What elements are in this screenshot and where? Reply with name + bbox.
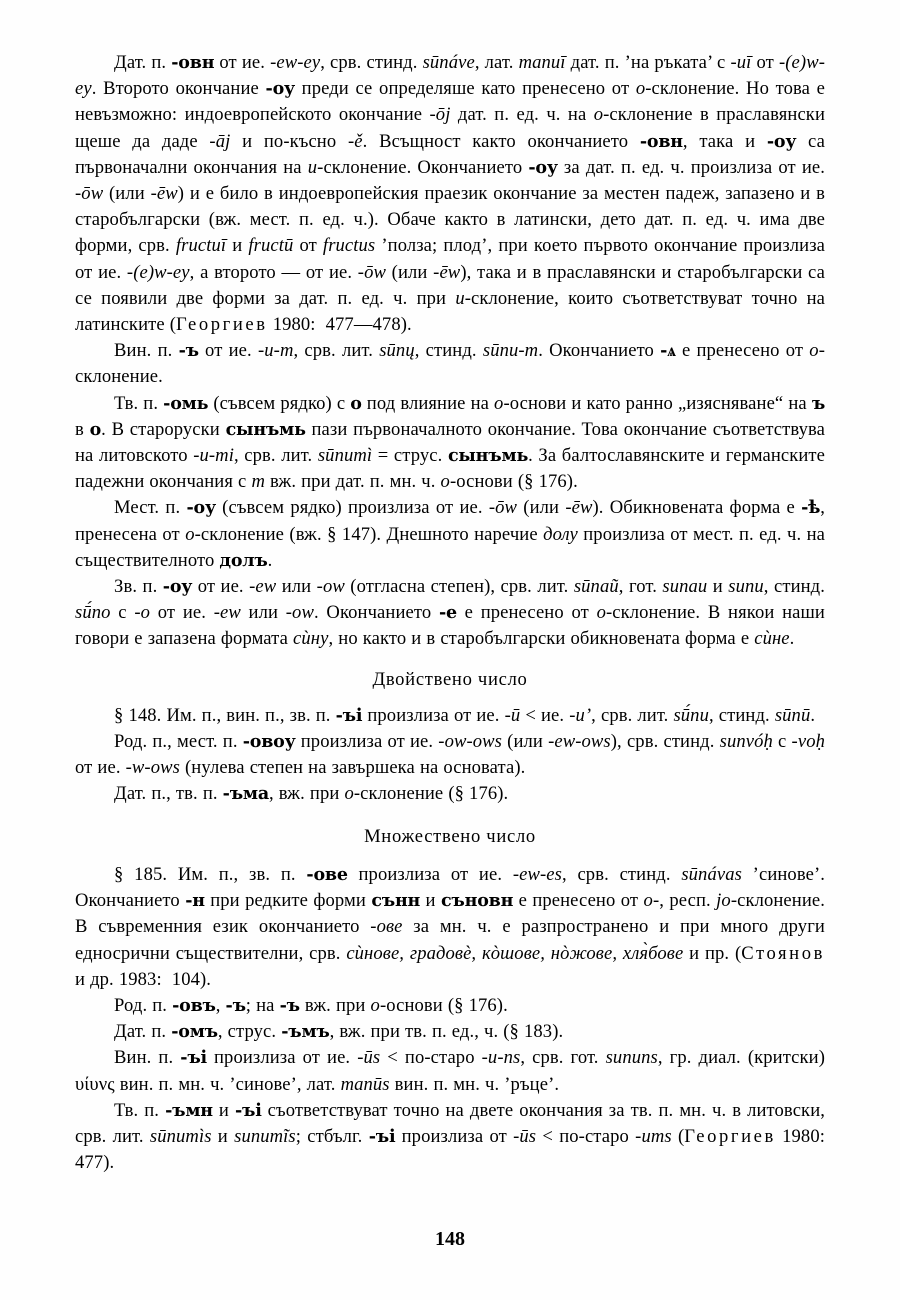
page-number: 148 <box>435 1228 465 1250</box>
ocs-form: -ѧ <box>660 341 676 362</box>
paragraph-plural-genitive: Род. п. -овъ, -ъ; на -ъ вж. при о-основи (§ 176). <box>114 994 508 1016</box>
ocs-form: -оу <box>265 79 295 100</box>
paragraph-dual-nominative: § 148. Им. п., вин. п., зв. п. -ъі произлиза от ие. -ū < ие. -u’, срв. лит. sū́nu, стинд. sūnū. <box>114 704 816 726</box>
ocs-form: -омь <box>163 393 209 414</box>
ocs-form: -ъмн <box>165 1100 213 1121</box>
paragraph-accusative-singular: Вин. п. -ъ от ие. -u-m, срв. лит. sūnų, стинд. sūnu-m. Окончанието -ѧ е пренесено от о-склонение. <box>75 340 825 388</box>
ocs-form: -ъ <box>225 995 246 1016</box>
ocs-form: съновн <box>440 891 514 912</box>
ocs-form: -е <box>438 603 457 624</box>
text-column <box>75 50 825 1176</box>
ocs-form: -овн <box>639 131 683 152</box>
ocs-form: -ъмъ <box>281 1022 330 1043</box>
ocs-form: о <box>350 393 362 414</box>
ocs-form: -омъ <box>171 1022 218 1043</box>
paragraph-dative-singular: Дат. п. -овн от ие. -ew-ey, срв. стинд. sūnáve, лат. manuī дат. п. ’на ръката’ с -uī от -(e)w-ey. Второто окончание -оу преди се определяше като пренесено от о-склонение. Но това е невъзможно: индоевропейското окончание -ōj дат. п. ед. ч. на о-склонение в праславянски щеше да даде -āj и по-късно -ě. Всъщност както окончанието -овн, така и -оу са първоначални окончания на и-склонение. Окончанието -оу за дат. п. ед. ч. произлиза от ие. -ōw (или -ēw) и е било в индоевропейския праезик окончание за местен падеж, запазено и в старобългарски (вж. мест. п. ед. ч.). Обаче както в латински, дето дат. п. ед. ч. има две форми, срв. fructuī и fructū от fructus ’полза; плод’, при което първото окончание произлиза от ие. -(e)w-ey, а второто — от ие. -ōw (или -ēw), така и в праславянски и старобългарски са се появили две форми за дат. п. ед. ч. при и-склонение, които съответствуват точно на латинските (Георгиев 1980: 477—478). <box>75 52 826 336</box>
ocs-form: о <box>89 419 102 440</box>
ocs-form: сънн <box>371 891 421 912</box>
paragraph-dual-dative-instrumental: Дат. п., тв. п. -ъма, вж. при о-склонение (§ 176). <box>114 783 509 805</box>
ocs-form: -ъі <box>234 1100 262 1121</box>
heading-plural-number: Множествено число <box>364 825 536 847</box>
ocs-form: -ъ <box>279 995 300 1016</box>
ocs-form: сынъмь <box>447 446 529 467</box>
paragraph-plural-dative: Дат. п. -омъ, струс. -ъмъ, вж. при тв. п. ед., ч. (§ 183). <box>114 1021 564 1043</box>
ocs-form: -овоу <box>242 732 296 753</box>
ocs-form: -ъі <box>335 705 363 726</box>
ocs-form: -ъ <box>178 341 199 362</box>
ocs-form: -оу <box>528 157 558 178</box>
ocs-form: -овъ <box>172 995 216 1016</box>
ocs-form: -оу <box>162 577 193 598</box>
ocs-form: -ъма <box>222 784 270 805</box>
paragraph-plural-accusative: Вин. п. -ъі произлиза от ие. -ūs < по-старо -u-ns, срв. гот. sununs, гр. диал. (критски) υίυνς вин. п. мн. ч. ’синове’, лат. manūs вин. п. мн. ч. ’ръце’. <box>75 1047 825 1095</box>
paragraph-plural-nominative: § 185. Им. п., зв. п. -ове произлиза от ие. -ew-es, срв. стинд. sūnávas ’синове’. Окончанието -н при редките форми сънн и съновн е пренесено от о-, респ. jo-склонение. В съвременния език окончанието -ове за мн. ч. е разпространено и при много други едносрични съществителни, срв. сѝнове, градовѐ, кòшове, нòжове, хля̀бове и пр. (Стоянов и др. 1983: 104). <box>75 863 825 990</box>
ocs-form: -ѣ <box>801 498 821 519</box>
ocs-form: -ове <box>306 864 348 885</box>
ocs-form: -овн <box>171 53 215 73</box>
ocs-form: сынъмь <box>225 419 306 440</box>
ocs-form: -ъі <box>180 1048 207 1069</box>
paragraph-vocative-singular: Зв. п. -оу от ие. -ew или -ow (отгласна степен), срв. лит. sūnaũ, гот. sunau и sunu, стинд. sū́no с -o от ие. -ew или -ow. Окончанието -е е пренесено от о-склонение. В някои наши говори е запазена формата сѝну, но както и в старобългарски обикновената форма е сѝне. <box>75 576 825 650</box>
paragraph-plural-instrumental: Тв. п. -ъмн и -ъі съответствуват точно на двете окончания за тв. п. мн. ч. в литовски, срв. лит. sūnumìs и sunumĩs; стбълг. -ъі произлиза от -ūs < по-старо -ums (Георгиев 1980: 477). <box>75 1099 825 1174</box>
ocs-form: -оу <box>766 131 797 152</box>
heading-dual-number: Двойствено число <box>372 668 528 690</box>
ocs-form: -н <box>185 891 205 912</box>
paragraph-dual-genitive-locative: Род. п., мест. п. -овоу произлиза от ие. -ow-ows (или -ew-ows), срв. стинд. sunvóḥ с -voḥ от ие. -w-ows (нулева степен на завършека на основата). <box>75 731 825 779</box>
ocs-form: -оу <box>186 498 216 519</box>
ocs-form: -ъі <box>368 1126 396 1147</box>
ocs-form: ъ <box>811 393 826 414</box>
ocs-form: долъ <box>219 550 268 571</box>
paragraph-locative-singular: Мест. п. -оу (съвсем рядко) произлиза от ие. -ōw (или -ēw). Обикновената форма е -ѣ, пренесена от о-склонение (вж. § 147). Днешното наречие долу произлиза от мест. п. ед. ч. на съществителното долъ. <box>75 497 826 571</box>
paragraph-instrumental-singular: Тв. п. -омь (съвсем рядко) с о под влияние на о-основи и като ранно „изясняване“ на ъ в о. В староруски сынъмь пази първоначалното окончание. Това окончание съответствува на литовското -u-mi, срв. лит. sūnumì = струс. сынъмь. За балтославянските и германските падежни окончания с m вж. при дат. п. мн. ч. о-основи (§ 176). <box>75 392 826 493</box>
